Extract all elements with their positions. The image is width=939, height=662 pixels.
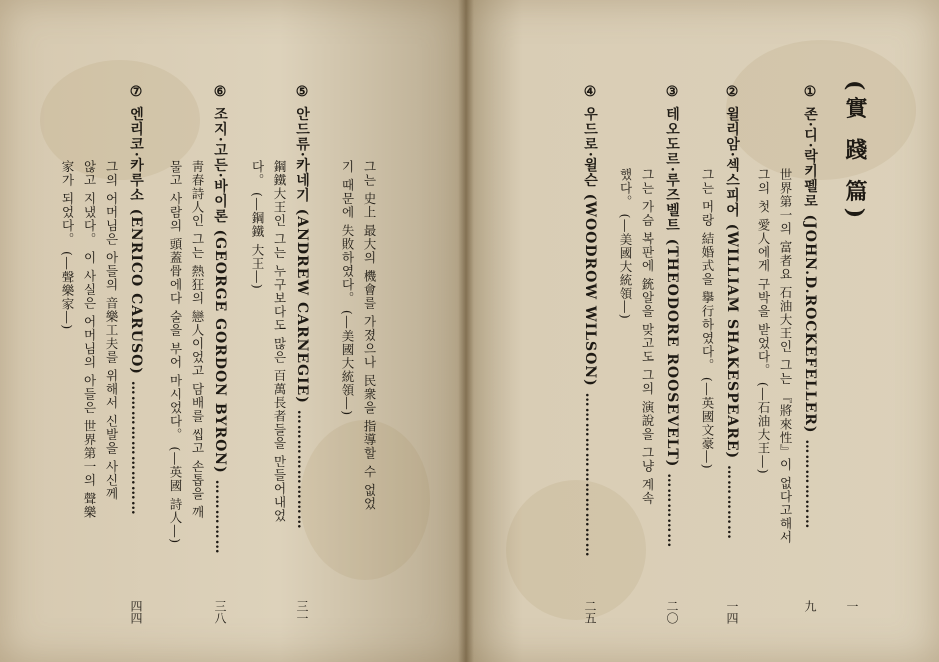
- entry-6-title: ⑥ 조지·고든·바이론 (GEORGE GORDON BYRON) ……………: [212, 84, 228, 555]
- entry-6-line-1: 靑春詩人인 그는 熱狂의 戀人이었고 담배를 씹고 손톱을 깨: [190, 160, 205, 519]
- entry-3-line-1: 그는 가슴 복판에 銃알을 맞고도 그의 演說을 그냥 계속: [640, 168, 655, 505]
- entry-5-line-3: 鋼鐵大王인 그는 누구보다도 많은 百萬長者들을 만들어내었: [272, 160, 287, 523]
- entry-3-title: ③ 테오도르·루즈벨트 (THEODORE ROOSEVELT) ……………: [664, 84, 680, 549]
- entry-1-page-number: 九: [803, 600, 817, 612]
- left-page: [0, 0, 466, 662]
- entry-2-line-1: 그는 머랑 結婚式을 擧行하였다。 (―英國文豪―): [700, 168, 715, 470]
- book-spine: [458, 0, 474, 662]
- entry-5-line-4: 다。 (―鋼鐵 大王―): [250, 160, 265, 290]
- section-heading: (實 踐 篇): [842, 80, 868, 225]
- entry-3-line-2: 했다。 (―美國大統領―): [618, 168, 633, 320]
- entry-4-page-number: 二五: [583, 600, 597, 624]
- entry-1-line-1: 世界第一의 富者요 石油大王인 그는 『將來性』이 없다고해서: [778, 168, 793, 544]
- entry-5-line-1: 그는 史上 最大의 機會를 가졌으나 民衆을 指導할 수 없었: [362, 160, 377, 511]
- entry-4-title: ④ 우드로·윌슨 (WOODROW WILSON) ……………………………: [582, 84, 598, 558]
- entry-1-line-2: 그의 첫 愛人에게 구박을 받었다。 (―石油大王―): [756, 168, 771, 475]
- entry-7-line-2: 않고 지냈다。 이 사실은 어머님의 아들은 世界第一의 聲樂: [82, 160, 97, 519]
- entry-5-line-2: 기 때문에 失敗하였다。 (―美國大統領―): [340, 160, 355, 417]
- paper-stain: [726, 40, 916, 180]
- entry-3-page-number: 二〇: [665, 600, 679, 624]
- entry-7-line-3: 家가 되었다。 (―聲樂家―): [60, 160, 75, 331]
- entry-1-title: ① 존·디·락키펠로 (JOHN.D.ROCKEFELLER) ………………: [802, 84, 818, 530]
- entry-5-title: ⑤ 안드류·카네기 (ANDREW CARNEGIE) ……………………: [294, 84, 310, 530]
- entry-6-page-number: 三八: [213, 600, 227, 624]
- right-page: [466, 0, 939, 662]
- entry-7-title: ⑦ 엔리코·카루소 (ENRICO CARUSO) ………………………: [128, 84, 144, 516]
- paper-stain: [506, 480, 646, 620]
- entry-7-page-number: 四四: [129, 600, 143, 624]
- heading-page-number: 一: [845, 600, 859, 612]
- entry-5-page-number: 三一: [295, 600, 309, 624]
- entry-2-page-number: 一四: [725, 600, 739, 624]
- entry-7-line-1: 그의 어머님은 아들의 音樂工夫를 위해서 신발을 사신께: [104, 160, 119, 501]
- entry-2-title: ② 윌리암·섹스피어 (WILLIAM SHAKESPEARE) ……………: [724, 84, 740, 541]
- entry-6-line-2: 물고 사람의 頭蓋骨에다 술을 부어 마시었다。 (―英國 詩人―): [168, 160, 183, 545]
